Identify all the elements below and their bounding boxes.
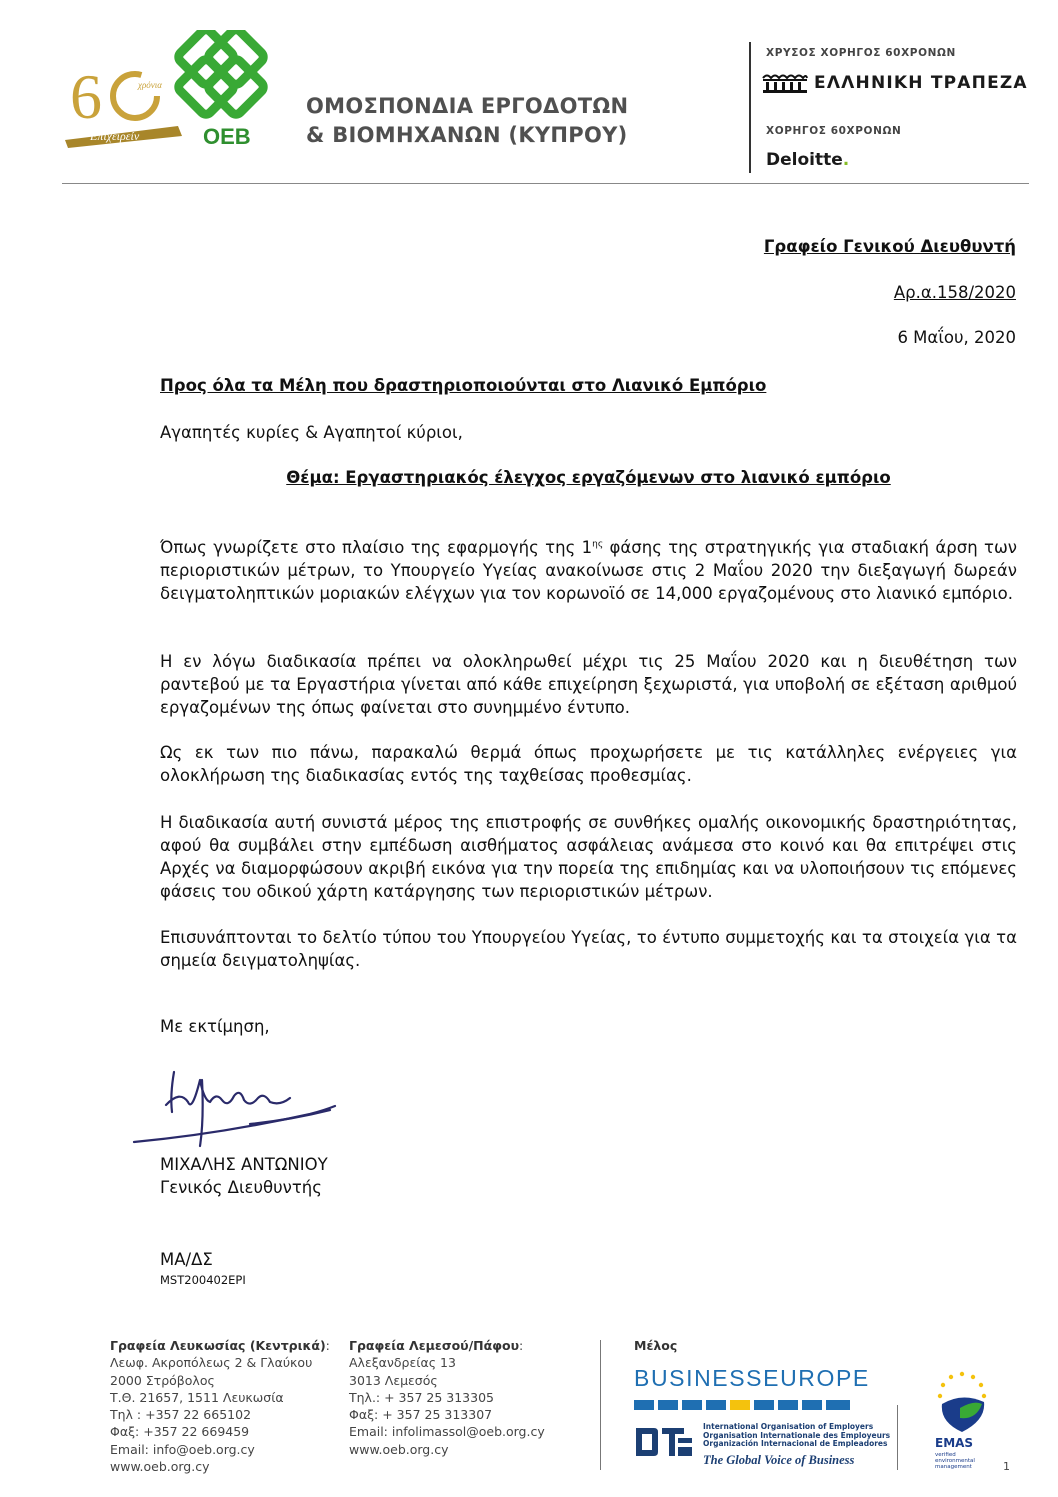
signer-title: Γενικός Διευθυντής bbox=[160, 1178, 322, 1197]
footer-limassol-email[interactable]: Email: infolimassol@oeb.org.cy bbox=[349, 1424, 545, 1440]
ioe-slogan: The Global Voice of Business bbox=[703, 1453, 855, 1467]
paragraph-1 bbox=[160, 536, 1017, 605]
footer-limassol-title-text: Γραφεία Λεμεσού/Πάφου bbox=[349, 1338, 520, 1353]
recipient-line: Προς όλα τα Μέλη που δραστηριοποιούνται στο Λιανικό Εμπόριο bbox=[160, 376, 767, 395]
sponsor-name-text: Deloitte bbox=[766, 150, 843, 170]
bank-temple-icon bbox=[761, 72, 809, 94]
sponsor-label: ΧΟΡΗΓΟΣ 60ΧΡΟΝΩΝ bbox=[766, 125, 902, 137]
reference-number: Αρ.α.158/2020 bbox=[893, 283, 1016, 302]
ioe-name bbox=[703, 1423, 890, 1449]
organization-name-line2: & ΒΙΟΜΗΧΑΝΩΝ (ΚΥΠΡΟΥ) bbox=[306, 123, 628, 147]
footer-nicosia-fax: Φαξ: +357 22 669459 bbox=[110, 1424, 250, 1440]
paragraph-1-ordinal: ης bbox=[592, 539, 604, 550]
logo-oeb-text: OEB bbox=[203, 124, 251, 149]
businesseurope-logo-part2: EUROPE bbox=[763, 1365, 870, 1391]
subject-line: Θέμα: Εργαστηριακός έλεγχος εργαζόμενων στο λιανικό εμπόριο bbox=[286, 468, 891, 487]
footer-nicosia-website[interactable]: www.oeb.org.cy bbox=[110, 1459, 210, 1475]
footer-nicosia-address: Λεωφ. Ακροπόλεως 2 & Γλαύκου bbox=[110, 1355, 313, 1371]
logo-60-numeral: 6 bbox=[70, 61, 102, 132]
page-number: 1 bbox=[1003, 1460, 1010, 1473]
ioe-name-fr: Organisation Internationale des Employeurs bbox=[703, 1430, 891, 1440]
ioe-name-en: International Organisation of Employers bbox=[703, 1422, 874, 1431]
footer-limassol-website[interactable]: www.oeb.org.cy bbox=[349, 1441, 449, 1457]
footer-limassol-title-colon: : bbox=[519, 1338, 524, 1353]
gold-sponsor-label: ΧΡΥΣΟΣ ΧΟΡΗΓΟΣ 60ΧΡΟΝΩΝ bbox=[766, 47, 956, 59]
footer-nicosia-email[interactable]: Email: info@oeb.org.cy bbox=[110, 1441, 255, 1457]
paragraph-1-rest: φάσης της στρατηγικής για σταδιακή άρση των περιοριστικών μέτρων, το Υπουργείο Υγείας ανακοίνωσε στις 2 Μαΐου 2020 την διεξαγωγή δωρεάν δειγματοληπτικών μοριακών ελέγχων για τον κορωνοϊό σε 14,000 εργαζομένους στο λιανικό εμπόριο. bbox=[160, 538, 1017, 603]
emas-subtitle-line3: management bbox=[935, 1464, 972, 1470]
footer-limassol-city: 3013 Λεμεσός bbox=[349, 1372, 438, 1388]
footer-nicosia-po-box: Τ.Θ. 21657, 1511 Λευκωσία bbox=[110, 1389, 284, 1405]
paragraph-4: Η διαδικασία αυτή συνιστά μέρος της επιστροφής σε συνθήκες ομαλής οικονομικής δραστηριότητας, αφού θα συμβάλει στην εμπέδωση αισθήματος ασφάλειας ανάμεσα στο κοινό και θα επιτρέψει στις Αρχές να διαμορφώσουν ακριβή εικόνα για την πορεία της επιδημίας και να υλοποιήσουν τις επόμενες φάσεις του οδικού χάρτη κατάργησης των περιοριστικών μέτρων. bbox=[160, 813, 1017, 901]
paragraph-5: Επισυνάπτονται το δελτίο τύπου του Υπουργείου Υγείας, το έντυπο συμμετοχής και τα στοιχεία για τα σημεία δειγματοληψίας. bbox=[160, 928, 1017, 970]
emas-label: EMAS bbox=[935, 1436, 974, 1450]
handwritten-signature bbox=[130, 1050, 360, 1160]
paragraph-3: Ως εκ των πιο πάνω, παρακαλώ θερμά όπως προχωρήσετε με τις κατάλληλες ενέργειες για ολοκλήρωση της διαδικασίας εντός της ταχθείσας προθεσμίας. bbox=[160, 743, 1017, 785]
signer-name: ΜΙΧΑΛΗΣ ΑΝΤΩΝΙΟΥ bbox=[160, 1155, 328, 1174]
logo-chronia: χρόνια bbox=[138, 80, 162, 90]
ioe-name-es: Organización Internacional de Empleadores bbox=[703, 1439, 888, 1448]
footer-nicosia-city: 2000 Στρόβολος bbox=[110, 1372, 215, 1388]
footer-limassol-title bbox=[349, 1337, 545, 1354]
emas-logo-icon bbox=[930, 1368, 994, 1436]
sponsor-name bbox=[766, 150, 849, 170]
businesseurope-logo bbox=[634, 1365, 870, 1392]
footer-nicosia-title bbox=[110, 1337, 330, 1354]
salutation: Αγαπητές κυρίες & Αγαπητοί κύριοι, bbox=[160, 423, 463, 442]
gold-sponsor-name: ΕΛΛΗΝΙΚΗ ΤΡΑΠΕΖΑ bbox=[814, 73, 1028, 93]
organization-name-line1: ΟΜΟΣΠΟΝΔΙΑ ΕΡΓΟΔΟΤΩΝ bbox=[306, 94, 629, 118]
logo-oeb bbox=[163, 30, 269, 150]
businesseurope-stripe bbox=[634, 1395, 850, 1405]
footer-nicosia-title-colon: : bbox=[325, 1338, 330, 1353]
emas-subtitle-line1: verified bbox=[935, 1452, 956, 1458]
footer-limassol-phone: Τηλ.: + 357 25 313305 bbox=[349, 1389, 494, 1405]
organization-name bbox=[306, 92, 628, 150]
emas-subtitle bbox=[935, 1452, 975, 1470]
emas-subtitle-line2: environmental bbox=[935, 1458, 975, 1464]
footer-limassol-address: Αλεξανδρείας 13 bbox=[349, 1355, 456, 1371]
footer-nicosia-phone: Τηλ : +357 22 665102 bbox=[110, 1407, 252, 1423]
office-title: Γραφείο Γενικού Διευθυντή bbox=[763, 237, 1016, 256]
footer-nicosia-title-text: Γραφεία Λευκωσίας (Κεντρικά) bbox=[110, 1338, 326, 1353]
member-label bbox=[634, 1337, 677, 1354]
file-code: MST200402EPI bbox=[160, 1273, 246, 1287]
ioe-logo-icon bbox=[634, 1422, 694, 1462]
letter-date: 6 Μαΐου, 2020 bbox=[897, 328, 1016, 347]
header-rule bbox=[62, 183, 1029, 184]
logo-tagline: Επιχειρείν bbox=[90, 129, 140, 143]
footer-divider-emas bbox=[897, 1405, 898, 1470]
paragraph-1-start: Όπως γνωρίζετε στο πλαίσιο της εφαρμογής της 1 bbox=[160, 538, 593, 557]
sponsor-name-dot: . bbox=[842, 150, 850, 170]
businesseurope-logo-part1: BUSINESS bbox=[634, 1365, 764, 1391]
member-label-text: Μέλος bbox=[634, 1338, 678, 1353]
initials: ΜΑ/ΔΣ bbox=[160, 1250, 213, 1269]
header-sponsor-divider bbox=[749, 42, 751, 173]
closing: Με εκτίμηση, bbox=[160, 1017, 270, 1036]
footer-nicosia-office bbox=[110, 1337, 330, 1475]
paragraph-2: Η εν λόγω διαδικασία πρέπει να ολοκληρωθεί μέχρι τις 25 Μαΐου 2020 και η διευθέτηση των ραντεβού με τα Εργαστήρια γίνεται από κάθε επιχείρηση ξεχωριστά, για υποβολή σε εξέταση αριθμού εργαζομένων της όπως φαίνεται στο συνημμένο έντυπο. bbox=[160, 652, 1017, 717]
footer-limassol-fax: Φαξ: + 357 25 313307 bbox=[349, 1407, 493, 1423]
footer-divider bbox=[600, 1340, 601, 1470]
footer-limassol-office bbox=[349, 1337, 545, 1458]
